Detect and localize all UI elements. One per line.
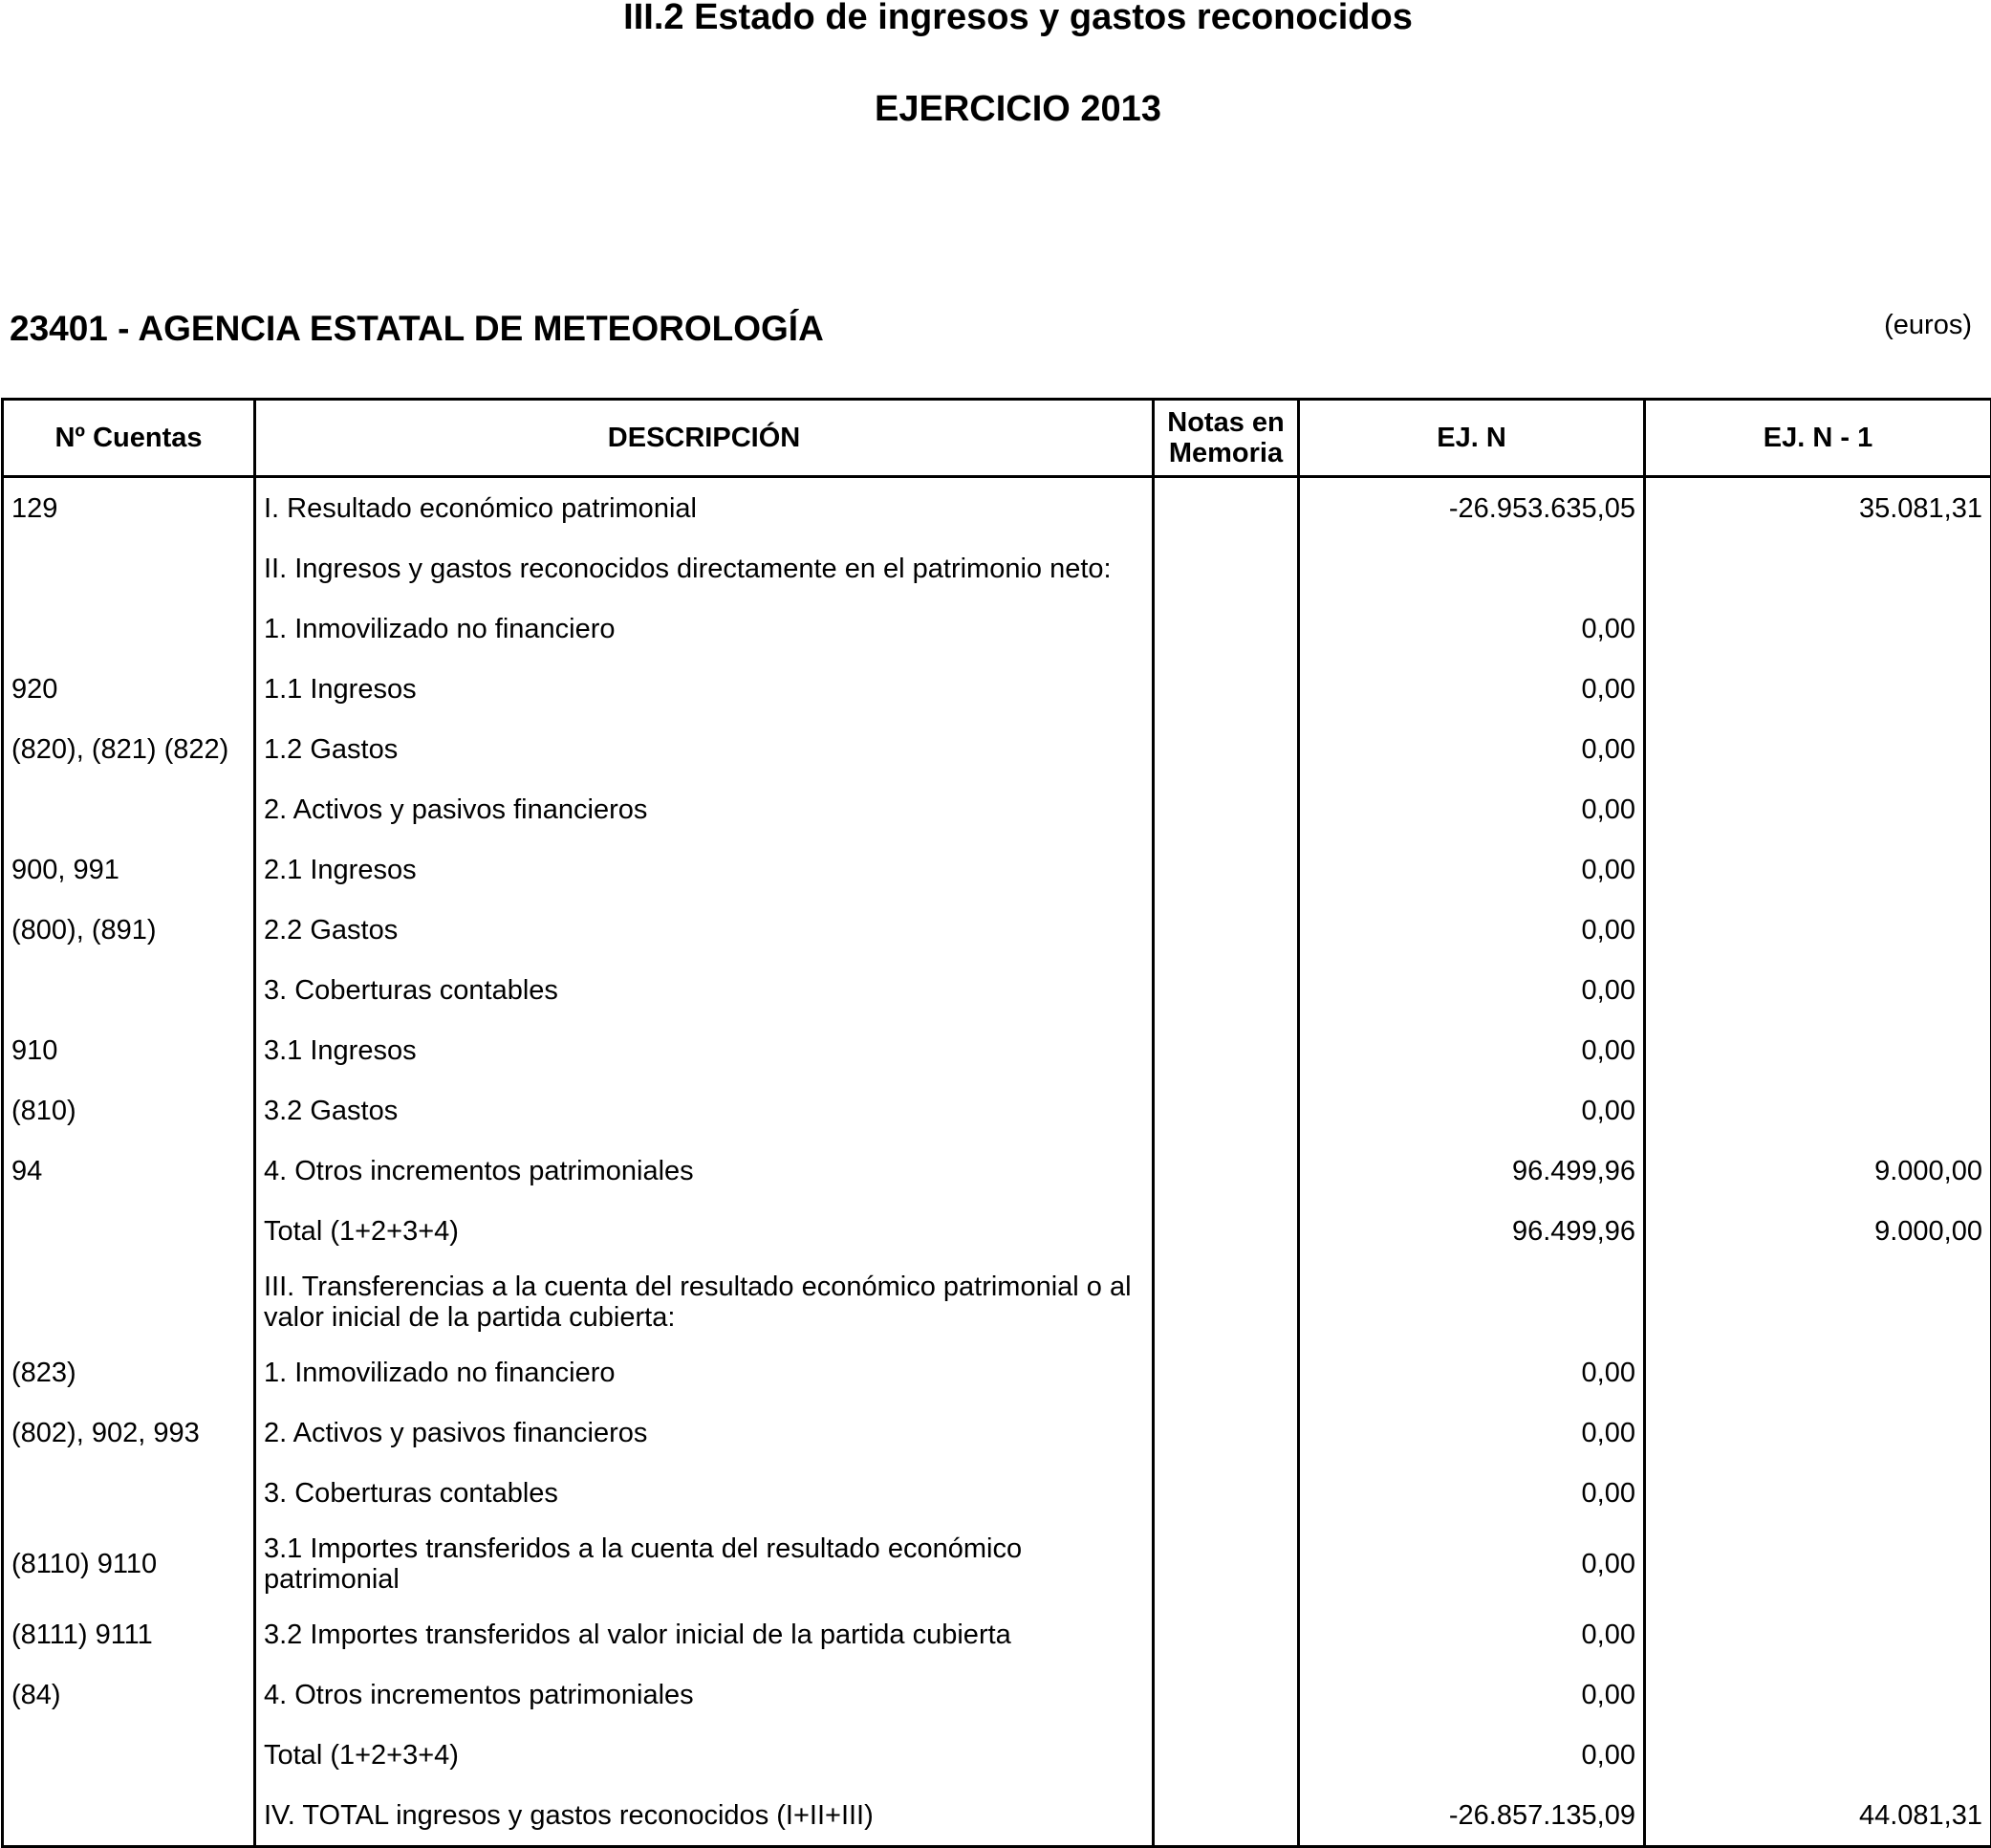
table-header-row (3, 400, 1991, 477)
table-row (3, 839, 1991, 900)
column-header-ej-n1: EJ. N - 1 (1645, 400, 1991, 477)
cell-ej-n1 (1645, 779, 1991, 839)
cell-ej-n: 0,00 (1299, 839, 1645, 900)
column-header-ej-n: EJ. N (1299, 400, 1645, 477)
cell-cuentas: 94 (3, 1141, 255, 1201)
cell-notas (1154, 1020, 1299, 1080)
cell-ej-n1: 44.081,31 (1645, 1785, 1991, 1847)
cell-notas (1154, 1141, 1299, 1201)
column-header-cuentas: Nº Cuentas (3, 400, 255, 477)
cell-ej-n: 0,00 (1299, 1463, 1645, 1523)
cell-notas (1154, 598, 1299, 659)
table-row (3, 1261, 1991, 1342)
cell-cuentas (3, 1463, 255, 1523)
entity-name: 23401 - AGENCIA ESTATAL DE METEOROLOGÍA (10, 308, 824, 350)
cell-ej-n: 0,00 (1299, 1725, 1645, 1785)
cell-ej-n (1299, 538, 1645, 598)
cell-notas (1154, 719, 1299, 779)
cell-descripcion: IV. TOTAL ingresos y gastos reconocidos (I+II+III) (255, 1785, 1154, 1847)
cell-descripcion: 2.1 Ingresos (255, 839, 1154, 900)
cell-cuentas: (84) (3, 1664, 255, 1725)
cell-cuentas: (8110) 9110 (3, 1523, 255, 1604)
cell-ej-n1 (1645, 1402, 1991, 1463)
cell-descripcion: 1.1 Ingresos (255, 659, 1154, 719)
cell-ej-n: 0,00 (1299, 1342, 1645, 1402)
table-row (3, 598, 1991, 659)
cell-ej-n: 0,00 (1299, 960, 1645, 1020)
table-row (3, 538, 1991, 598)
cell-ej-n1 (1645, 1664, 1991, 1725)
cell-descripcion: 2. Activos y pasivos financieros (255, 779, 1154, 839)
table-row (3, 1141, 1991, 1201)
cell-cuentas (3, 960, 255, 1020)
cell-ej-n1 (1645, 1463, 1991, 1523)
cell-cuentas: 920 (3, 659, 255, 719)
cell-descripcion: 1. Inmovilizado no financiero (255, 598, 1154, 659)
cell-notas (1154, 1342, 1299, 1402)
cell-ej-n1: 9.000,00 (1645, 1141, 1991, 1201)
cell-descripcion: 1.2 Gastos (255, 719, 1154, 779)
table-row (3, 477, 1991, 539)
column-header-notas: Notas en Memoria (1154, 400, 1299, 477)
cell-notas (1154, 1402, 1299, 1463)
cell-descripcion: 3. Coberturas contables (255, 960, 1154, 1020)
cell-ej-n: 0,00 (1299, 659, 1645, 719)
cell-ej-n1 (1645, 900, 1991, 960)
cell-descripcion: I. Resultado económico patrimonial (255, 477, 1154, 539)
cell-cuentas: (823) (3, 1342, 255, 1402)
cell-descripcion: 3.1 Importes transferidos a la cuenta del resultado económico patrimonial (255, 1523, 1154, 1604)
cell-ej-n: 0,00 (1299, 779, 1645, 839)
cell-cuentas: (800), (891) (3, 900, 255, 960)
cell-notas (1154, 1725, 1299, 1785)
statement-table (1, 398, 1991, 1848)
cell-ej-n: 0,00 (1299, 1402, 1645, 1463)
cell-ej-n1 (1645, 1725, 1991, 1785)
cell-descripcion: 1. Inmovilizado no financiero (255, 1342, 1154, 1402)
cell-descripcion: 2. Activos y pasivos financieros (255, 1402, 1154, 1463)
cell-notas (1154, 779, 1299, 839)
cell-ej-n: 0,00 (1299, 1523, 1645, 1604)
cell-cuentas: (8111) 9111 (3, 1604, 255, 1664)
cell-cuentas (3, 538, 255, 598)
table-row (3, 1020, 1991, 1080)
table-row (3, 659, 1991, 719)
cell-cuentas: (810) (3, 1080, 255, 1141)
cell-notas (1154, 960, 1299, 1020)
cell-notas (1154, 839, 1299, 900)
cell-notas (1154, 1080, 1299, 1141)
cell-cuentas (3, 1785, 255, 1847)
cell-ej-n: -26.953.635,05 (1299, 477, 1645, 539)
cell-notas (1154, 1201, 1299, 1261)
cell-notas (1154, 1523, 1299, 1604)
table-row (3, 960, 1991, 1020)
cell-ej-n: -26.857.135,09 (1299, 1785, 1645, 1847)
table-row (3, 1523, 1991, 1604)
cell-notas (1154, 1261, 1299, 1342)
cell-notas (1154, 1604, 1299, 1664)
cell-ej-n1 (1645, 719, 1991, 779)
cell-ej-n: 0,00 (1299, 1664, 1645, 1725)
cell-ej-n1 (1645, 1020, 1991, 1080)
cell-descripcion: 3.1 Ingresos (255, 1020, 1154, 1080)
cell-cuentas (3, 779, 255, 839)
cell-ej-n1 (1645, 1342, 1991, 1402)
cell-ej-n1 (1645, 1261, 1991, 1342)
cell-cuentas (3, 1261, 255, 1342)
column-header-descripcion: DESCRIPCIÓN (255, 400, 1154, 477)
table-row (3, 1725, 1991, 1785)
cell-notas (1154, 1463, 1299, 1523)
table-row (3, 1463, 1991, 1523)
cell-ej-n1 (1645, 538, 1991, 598)
cell-notas (1154, 659, 1299, 719)
table-row (3, 1080, 1991, 1141)
cell-ej-n1: 35.081,31 (1645, 477, 1991, 539)
cell-ej-n1 (1645, 960, 1991, 1020)
cell-ej-n1 (1645, 1523, 1991, 1604)
cell-cuentas (3, 1725, 255, 1785)
cell-ej-n: 96.499,96 (1299, 1141, 1645, 1201)
cell-cuentas: (802), 902, 993 (3, 1402, 255, 1463)
table-row (3, 1604, 1991, 1664)
cell-notas (1154, 1785, 1299, 1847)
cell-ej-n: 96.499,96 (1299, 1201, 1645, 1261)
cell-cuentas: 910 (3, 1020, 255, 1080)
cell-cuentas (3, 598, 255, 659)
cell-descripcion: 3.2 Importes transferidos al valor inicial de la partida cubierta (255, 1604, 1154, 1664)
table-row (3, 719, 1991, 779)
cell-ej-n1: 9.000,00 (1645, 1201, 1991, 1261)
cell-ej-n1 (1645, 659, 1991, 719)
cell-ej-n: 0,00 (1299, 1080, 1645, 1141)
cell-descripcion: III. Transferencias a la cuenta del resultado económico patrimonial o al valor inicial de la partida cubierta: (255, 1261, 1154, 1342)
cell-ej-n: 0,00 (1299, 719, 1645, 779)
table-row (3, 1201, 1991, 1261)
table-row (3, 1402, 1991, 1463)
cell-descripcion: Total (1+2+3+4) (255, 1725, 1154, 1785)
table-row (3, 900, 1991, 960)
cell-descripcion: 3.2 Gastos (255, 1080, 1154, 1141)
table-row (3, 1342, 1991, 1402)
cell-ej-n: 0,00 (1299, 1604, 1645, 1664)
cell-descripcion: 2.2 Gastos (255, 900, 1154, 960)
units-label: (euros) (1884, 308, 1972, 342)
table-row (3, 1785, 1991, 1847)
cell-cuentas: 900, 991 (3, 839, 255, 900)
cell-descripcion: 4. Otros incrementos patrimoniales (255, 1141, 1154, 1201)
cell-notas (1154, 900, 1299, 960)
cell-ej-n1 (1645, 839, 1991, 900)
cell-ej-n1 (1645, 1604, 1991, 1664)
cell-cuentas: 129 (3, 477, 255, 539)
cell-cuentas (3, 1201, 255, 1261)
table-body (3, 477, 1991, 1847)
cell-cuentas: (820), (821) (822) (3, 719, 255, 779)
cell-notas (1154, 538, 1299, 598)
cell-descripcion: Total (1+2+3+4) (255, 1201, 1154, 1261)
cell-notas (1154, 1664, 1299, 1725)
cell-ej-n: 0,00 (1299, 900, 1645, 960)
table-row (3, 1664, 1991, 1725)
cell-descripcion: II. Ingresos y gastos reconocidos directamente en el patrimonio neto: (255, 538, 1154, 598)
table-row (3, 779, 1991, 839)
page-subtitle: EJERCICIO 2013 (0, 88, 1991, 130)
cell-ej-n1 (1645, 598, 1991, 659)
cell-ej-n: 0,00 (1299, 1020, 1645, 1080)
cell-ej-n (1299, 1261, 1645, 1342)
page-title: III.2 Estado de ingresos y gastos reconocidos (0, 0, 1991, 38)
cell-notas (1154, 477, 1299, 539)
cell-descripcion: 4. Otros incrementos patrimoniales (255, 1664, 1154, 1725)
cell-descripcion: 3. Coberturas contables (255, 1463, 1154, 1523)
cell-ej-n1 (1645, 1080, 1991, 1141)
cell-ej-n: 0,00 (1299, 598, 1645, 659)
